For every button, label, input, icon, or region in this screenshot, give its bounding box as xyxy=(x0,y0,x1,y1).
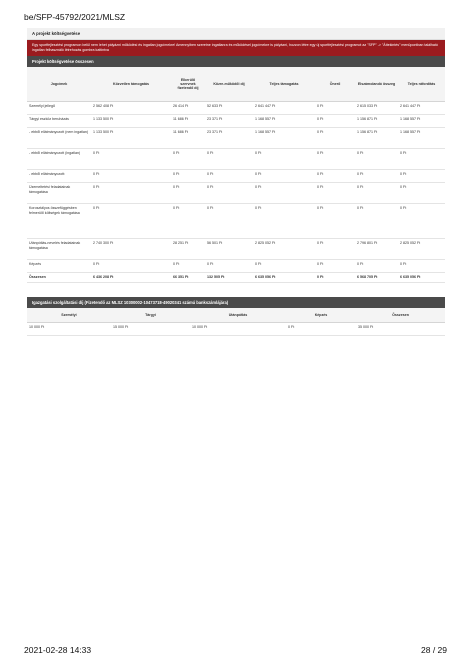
budget-row xyxy=(27,149,445,170)
budget-cell: 0 Ft xyxy=(315,273,355,283)
section-title: A projekt költségvetése xyxy=(27,28,445,40)
budget-col-header: Elkerülő szervnek fizetendő díj xyxy=(171,67,205,102)
budget-cell: 52 633 Ft xyxy=(205,102,253,115)
budget-cell: 2 562 408 Ft xyxy=(91,102,171,115)
budget-col-header: Közvetlen támogatás xyxy=(91,67,171,102)
budget-cell: 0 Ft xyxy=(398,170,445,183)
budget-row-label: Utánpótlás-nevelés feladatainak támogatása xyxy=(27,239,91,260)
budget-cell: 0 Ft xyxy=(398,183,445,204)
budget-cell: 23 371 Ft xyxy=(205,115,253,128)
budget-row xyxy=(27,204,445,239)
budget-cell: 0 Ft xyxy=(91,204,171,239)
budget-cell: 0 Ft xyxy=(315,102,355,115)
fee-col-header: Utánpótlás xyxy=(190,308,286,323)
budget-row-label: - ebből ellátmányozott: xyxy=(27,170,91,183)
fee-cell: 10 000 Ft xyxy=(27,322,111,335)
budget-cell: 0 Ft xyxy=(205,204,253,239)
document-id: be/SFP-45792/2021/MLSZ xyxy=(24,12,126,22)
footer-date: 2021-02-28 14:33 xyxy=(24,645,92,655)
fee-col-header: Személyi xyxy=(27,308,111,323)
budget-col-header: Önerő xyxy=(315,67,355,102)
budget-cell: 0 Ft xyxy=(171,170,205,183)
budget-cell: 0 Ft xyxy=(315,183,355,204)
budget-cell: 0 Ft xyxy=(315,149,355,170)
budget-row xyxy=(27,102,445,115)
budget-row-label: Korosztályos összefüggésben felmerülő költségek támogatása xyxy=(27,204,91,239)
budget-cell: 0 Ft xyxy=(253,204,315,239)
fee-cell: 10 000 Ft xyxy=(190,322,286,335)
budget-cell: 0 Ft xyxy=(315,239,355,260)
budget-cell: 2 641 447 Ft xyxy=(398,102,445,115)
budget-table xyxy=(27,67,445,283)
budget-cell: 1 168 557 Ft xyxy=(398,128,445,149)
budget-row xyxy=(27,183,445,204)
budget-cell: 0 Ft xyxy=(398,204,445,239)
fee-col-header: Összesen xyxy=(356,308,445,323)
budget-col-header: Teljes támogatás xyxy=(253,67,315,102)
budget-cell: 0 Ft xyxy=(355,149,398,170)
budget-cell: 2 740 300 Ft xyxy=(91,239,171,260)
budget-header-row xyxy=(27,67,445,102)
budget-cell: 6 635 056 Ft xyxy=(253,273,315,283)
budget-cell: 0 Ft xyxy=(315,260,355,273)
budget-cell: 28 251 Ft xyxy=(171,239,205,260)
budget-cell: 0 Ft xyxy=(355,170,398,183)
budget-cell: 0 Ft xyxy=(171,204,205,239)
budget-cell: 56 501 Ft xyxy=(205,239,253,260)
budget-cell: 66 351 Ft xyxy=(171,273,205,283)
fee-cell: 0 Ft xyxy=(286,322,356,335)
budget-cell: 0 Ft xyxy=(91,260,171,273)
budget-col-header: Teljes ráfordítás xyxy=(398,67,445,102)
budget-row-label: Összesen xyxy=(27,273,91,283)
budget-cell: 0 Ft xyxy=(355,260,398,273)
budget-cell: 0 Ft xyxy=(253,183,315,204)
fee-table xyxy=(27,308,445,336)
budget-cell: 0 Ft xyxy=(205,183,253,204)
budget-cell: 6 436 208 Ft xyxy=(91,273,171,283)
budget-cell: 0 Ft xyxy=(91,170,171,183)
budget-cell: 0 Ft xyxy=(253,149,315,170)
budget-cell: 0 Ft xyxy=(398,260,445,273)
budget-cell: 0 Ft xyxy=(253,170,315,183)
budget-col-header: Elszámolandó összeg xyxy=(355,67,398,102)
budget-cell: 0 Ft xyxy=(315,204,355,239)
fee-cell: 15 000 Ft xyxy=(111,322,190,335)
budget-row xyxy=(27,239,445,260)
budget-cell: 0 Ft xyxy=(91,149,171,170)
budget-cell: 0 Ft xyxy=(355,204,398,239)
budget-cell: 0 Ft xyxy=(355,183,398,204)
budget-cell: 1 156 871 Ft xyxy=(355,115,398,128)
budget-row-label: Üzemeltetési feladatainak támogatása xyxy=(27,183,91,204)
budget-cell: 0 Ft xyxy=(398,149,445,170)
fee-cell: 35 000 Ft xyxy=(356,322,445,335)
budget-cell: 0 Ft xyxy=(205,149,253,170)
budget-cell: 0 Ft xyxy=(91,183,171,204)
budget-cell: 2 615 033 Ft xyxy=(355,102,398,115)
budget-cell: 0 Ft xyxy=(315,170,355,183)
budget-cell: 11 686 Ft xyxy=(171,128,205,149)
budget-cell: 0 Ft xyxy=(315,128,355,149)
budget-cell: 1 156 871 Ft xyxy=(355,128,398,149)
budget-row xyxy=(27,260,445,273)
budget-cell: 1 168 557 Ft xyxy=(253,128,315,149)
budget-col-header: Közre-működői díj xyxy=(205,67,253,102)
budget-cell: 1 133 500 Ft xyxy=(91,115,171,128)
budget-section xyxy=(27,28,445,336)
budget-row-label: - ebből ellátmányozott (ingatlan) xyxy=(27,149,91,170)
budget-cell: 132 505 Ft xyxy=(205,273,253,283)
budget-cell: 0 Ft xyxy=(205,170,253,183)
budget-row-label: Tárgyi eszköz beruházás xyxy=(27,115,91,128)
budget-table-title: Projekt költségvetése összesen xyxy=(27,56,445,67)
budget-cell: 0 Ft xyxy=(171,260,205,273)
budget-row xyxy=(27,170,445,183)
warning-alert: Egy sportfejlesztési programon belül nem lehet pályázni működési és ingatlan jogcímekre! Amennyiben szeretne ingatlanra és működésel jogcímekre is pályázni, hozzon létre egy új sportfejlesztési programot az "SFP" -> "Áttekintés" menüpontban található ingatlan felhasználó létrehozás gombra kattintva xyxy=(27,40,445,56)
budget-row-label: - ebből ellátmányozott (nem ingatlan) xyxy=(27,128,91,149)
budget-cell: 23 371 Ft xyxy=(205,128,253,149)
budget-cell: 0 Ft xyxy=(171,149,205,170)
budget-cell: 2 825 052 Ft xyxy=(253,239,315,260)
budget-cell: 26 414 Ft xyxy=(171,102,205,115)
budget-row xyxy=(27,115,445,128)
budget-cell: 1 168 557 Ft xyxy=(398,115,445,128)
fee-row xyxy=(27,322,445,335)
budget-cell: 0 Ft xyxy=(171,183,205,204)
budget-row xyxy=(27,128,445,149)
budget-cell: 2 641 447 Ft xyxy=(253,102,315,115)
budget-cell: 0 Ft xyxy=(205,260,253,273)
budget-col-header: Jogcímek xyxy=(27,67,91,102)
budget-row-label: Személyi jellegű xyxy=(27,102,91,115)
budget-total-row xyxy=(27,273,445,283)
fee-col-header: Képzés xyxy=(286,308,356,323)
budget-cell: 2 825 052 Ft xyxy=(398,239,445,260)
budget-cell: 11 686 Ft xyxy=(171,115,205,128)
page-number: 28 / 29 xyxy=(421,645,447,655)
budget-cell: 0 Ft xyxy=(253,260,315,273)
budget-row-label: Képzés xyxy=(27,260,91,273)
budget-cell: 1 168 557 Ft xyxy=(253,115,315,128)
budget-cell: 0 Ft xyxy=(315,115,355,128)
budget-cell: 2 796 801 Ft xyxy=(355,239,398,260)
budget-cell: 1 133 500 Ft xyxy=(91,128,171,149)
budget-cell: 6 635 056 Ft xyxy=(398,273,445,283)
budget-cell: 6 568 705 Ft xyxy=(355,273,398,283)
fee-col-header: Tárgyi xyxy=(111,308,190,323)
fee-header-row xyxy=(27,308,445,323)
fee-table-title: Igazgatási szolgáltatási díj (Fizetendő az MLSZ 10300002-10473718-49020341 számú bankszámlájára) xyxy=(27,297,445,308)
